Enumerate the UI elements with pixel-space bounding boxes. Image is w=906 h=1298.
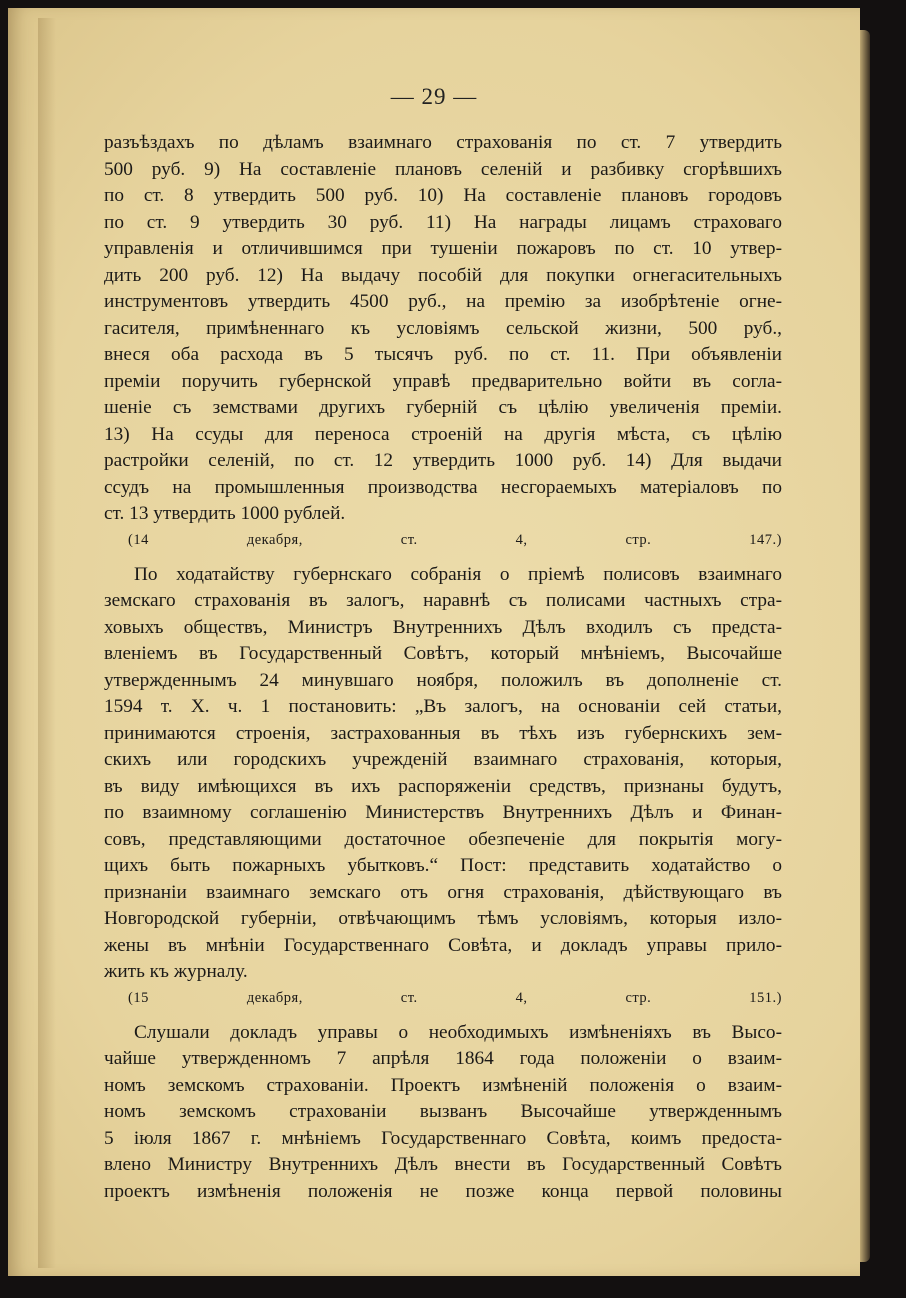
- text-line: жены въ мнѣніи Государственнаго Совѣта, и докладъ управы прило-: [104, 934, 782, 956]
- page-number: — 29 —: [390, 84, 478, 109]
- text-line: по ст. 9 утвердить 30 руб. 11) На награды лицамъ страховаго: [104, 211, 782, 233]
- text-line: принимаются строенія, застрахованныя въ тѣхъ изъ губернскихъ зем-: [104, 722, 782, 744]
- text-line: ховыхъ обществъ, Министръ Внутреннихъ Дѣлъ входилъ съ предста-: [104, 616, 782, 638]
- citation: (14 декабря, ст. 4, стр. 147.): [128, 531, 782, 548]
- text-line: по взаимному соглашенію Министерствъ Внутреннихъ Дѣлъ и Финан-: [104, 802, 782, 823]
- text-line: утвержденнымъ 24 минувшаго ноября, положилъ въ дополненіе ст.: [104, 669, 782, 691]
- page-binding-shadow: [38, 18, 56, 1268]
- book-page: [8, 8, 860, 1276]
- paragraph-3: [104, 1020, 782, 1206]
- text-line: щихъ быть пожарныхъ убытковъ.“ Пост: представить ходатайство о: [104, 855, 782, 876]
- text-line: земскаго страхованія въ залогъ, наравнѣ съ полисами частныхъ стра-: [104, 590, 782, 611]
- text-line: по ст. 8 утвердить 500 руб. 10) На составленіе плановъ городовъ: [104, 185, 782, 206]
- text-line: чайше утвержденномъ 7 апрѣля 1864 года положеніи о взаим-: [104, 1048, 782, 1069]
- text-line: ст. 13 утвердить 1000 рублей.: [104, 503, 346, 524]
- text-line: жить къ журналу.: [104, 961, 248, 982]
- text-line: Новгородской губерніи, отвѣчающимъ тѣмъ условіямъ, которыя изло-: [104, 908, 782, 929]
- text-line: въ виду имѣющихся въ ихъ распоряженіи средствъ, признаны будутъ,: [104, 775, 782, 797]
- text-line: Слушали докладъ управы о необходимыхъ измѣненіяхъ въ Высо-: [134, 1021, 782, 1043]
- text-line: внеся оба расхода въ 5 тысячъ руб. по ст. 11. При объявленіи: [104, 344, 782, 365]
- text-line: признаніи взаимнаго земскаго отъ огня страхованія, дѣйствующаго въ: [104, 881, 782, 903]
- text-line: гасителя, примѣненнаго къ условіямъ сельской жизни, 500 руб.,: [104, 317, 782, 339]
- text-line: номъ земскомъ страхованіи. Проектъ измѣненій положенія о взаим-: [104, 1074, 782, 1096]
- text-line: 5 іюля 1867 г. мнѣніемъ Государственнаго Совѣта, коимъ предоста-: [104, 1127, 782, 1149]
- text-line: номъ земскомъ страхованіи вызванъ Высочайше утвержденнымъ: [104, 1101, 782, 1122]
- paragraph-1: [104, 130, 782, 552]
- text-line: 1594 т. X. ч. 1 постановить: „Въ залогъ, на основаніи сей статьи,: [104, 696, 782, 717]
- text-line: проектъ измѣненія положенія не позже конца первой половины: [104, 1180, 782, 1202]
- text-line: управленія и отличившимся при тушеніи пожаровъ по ст. 10 утвер-: [104, 238, 782, 259]
- text-line: разъѣздахъ по дѣламъ взаимнаго страхованія по ст. 7 утвердить: [104, 132, 782, 153]
- text-line: скихъ или городскихъ учрежденій взаимнаго страхованія, которыя,: [104, 749, 782, 770]
- paragraph-2: [104, 562, 782, 1010]
- text-line: По ходатайству губернскаго собранія о пріемѣ полисовъ взаимнаго: [134, 563, 782, 585]
- text-body: [104, 130, 782, 1205]
- text-line: совъ, представляющими достаточное обезпеченіе для покрытія могу-: [104, 828, 782, 850]
- text-line: влено Министру Внутреннихъ Дѣлъ внести въ Государственный Совѣтъ: [104, 1154, 782, 1175]
- text-line: 13) На ссуды для переноса строеній на другія мѣста, съ цѣлію: [104, 423, 782, 445]
- text-line: 500 руб. 9) На составленіе плановъ селеній и разбивку сгорѣвшихъ: [104, 158, 782, 180]
- text-line: инструментовъ утвердить 4500 руб., на премію за изобрѣтеніе огне-: [104, 291, 782, 312]
- citation: (15 декабря, ст. 4, стр. 151.): [128, 989, 782, 1006]
- text-line: ссудъ на промышленныя производства несгораемыхъ матеріаловъ по: [104, 476, 782, 498]
- text-line: вленіемъ въ Государственный Совѣтъ, который мнѣніемъ, Высочайше: [104, 643, 782, 664]
- text-line: растройки селеній, по ст. 12 утвердить 1000 руб. 14) Для выдачи: [104, 450, 782, 471]
- text-line: шеніе съ земствами другихъ губерній съ цѣлію увеличенія преміи.: [104, 397, 782, 418]
- text-line: дить 200 руб. 12) На выдачу пособій для покупки огнегасительныхъ: [104, 264, 782, 286]
- text-line: преміи поручить губернской управѣ предварительно войти въ согла-: [104, 370, 782, 392]
